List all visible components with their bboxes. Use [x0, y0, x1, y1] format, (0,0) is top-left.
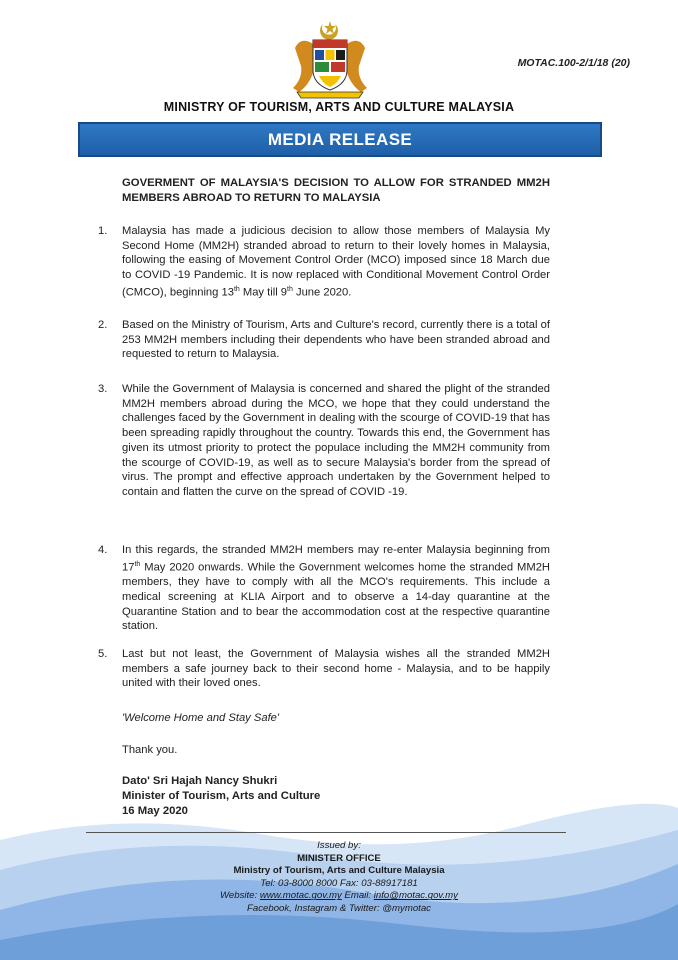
banner-label: MEDIA RELEASE	[267, 129, 413, 149]
media-release-banner	[78, 122, 602, 157]
paragraph-2	[98, 318, 550, 362]
email-label: Email:	[341, 890, 374, 902]
paragraph-text-part: Malaysia has made a judicious decision to allow those members of Malaysia My Second Home (MM2H) stranded abroad to return to their lovely homes in Malaysia, following the easing of Movement Control Order (MCO) imposed since 18 March due to COVID -19 Pandemic. It is now replaced with Conditional Movement Control Order (CMCO), beginning 13	[122, 225, 550, 299]
thank-you: Thank you.	[122, 744, 178, 756]
paragraph-number: 3.	[98, 383, 108, 395]
ministry-name: MINISTRY OF TOURISM, ARTS AND CULTURE MALAYSIA	[163, 100, 515, 114]
paragraph-text-part: In this regards, the stranded MM2H members may re-enter Malaysia beginning from 17	[122, 544, 550, 574]
paragraph-3	[98, 382, 550, 500]
issued-by-label: Issued by:	[317, 840, 361, 851]
release-date: 16 May 2020	[122, 805, 188, 817]
superscript: th	[233, 285, 240, 293]
footer-ministry: Ministry of Tourism, Arts and Culture Malaysia	[233, 865, 445, 877]
paragraph-text-part: June 2020.	[292, 286, 352, 299]
footer-divider	[86, 832, 566, 833]
footer	[0, 840, 678, 916]
malaysia-coat-of-arms-icon	[289, 18, 371, 104]
paragraph-text-part: May till 9	[239, 286, 288, 299]
superscript: th	[287, 285, 293, 293]
paragraph-text-part: May 2020 onwards. While the Government welcomes home the stranded MM2H members, they have to comply with all the MCO's requirements. This include a medical screening at KLIA Airport and to observe a 14-day quarantine at the Quarantine Station and to bear the accommodation cost at the respective quarantine station.	[122, 561, 550, 633]
website-link[interactable]: www.motac.gov.my	[259, 890, 342, 902]
paragraph-text	[122, 224, 550, 300]
paragraph-text: Last but not least, the Government of Malaysia wishes all the stranded MM2H members a safe journey back to their second home - Malaysia, and to be happily united with their loved ones.	[122, 648, 550, 690]
paragraph-1	[98, 224, 550, 300]
paragraph-text: Based on the Ministry of Tourism, Arts and Culture's record, currently there is a total of 253 MM2H members including their dependents who have been stranded abroad and requested to return to Malaysia.	[122, 319, 550, 361]
tel-fax: Tel: 03-8000 8000 Fax: 03-88917181	[260, 877, 418, 889]
paragraph-5	[98, 647, 550, 691]
office-name: MINISTER OFFICE	[297, 852, 381, 864]
paragraph-number: 1.	[98, 225, 108, 237]
website-label: Website:	[220, 890, 260, 902]
release-headline: GOVERMENT OF MALAYSIA'S DECISION TO ALLOW FOR STRANDED MM2H MEMBERS ABROAD TO RETURN TO MALAYSIA	[122, 177, 550, 204]
superscript: th	[134, 560, 141, 568]
welcome-message: 'Welcome Home and Stay Safe'	[122, 712, 280, 724]
paragraph-text: While the Government of Malaysia is concerned and shared the plight of the stranded MM2H members abroad during the MCO, we hope that they could understand the challenges faced by the Government in dealing with the scourge of COVID-19 that has been spreading rapidly throughout the country. Towards this end, the Government has given its utmost priority to protect the populace including the MM2H community from the scourge of COVID-19, as well as to secure Malaysia's border from the spread of virus. The prompt and effective approach undertaken by the Government helped to contain and flatten the curve on the spread of COVID -19.	[122, 383, 550, 498]
email-link[interactable]: info@motac.gov.my	[373, 890, 458, 902]
paragraph-number: 2.	[98, 319, 108, 331]
paragraph-number: 5.	[98, 648, 108, 660]
signatory-title: Minister of Tourism, Arts and Culture	[122, 790, 321, 802]
social-media: Facebook, Instagram & Twitter: @mymotac	[247, 902, 431, 914]
paragraph-4	[98, 543, 550, 634]
signatory-name: Dato' Sri Hajah Nancy Shukri	[122, 775, 278, 787]
reference-number: MOTAC.100-2/1/18 (20)	[517, 57, 630, 69]
paragraph-number: 4.	[98, 544, 108, 556]
website-email-line	[0, 890, 678, 903]
paragraph-text	[122, 543, 550, 634]
